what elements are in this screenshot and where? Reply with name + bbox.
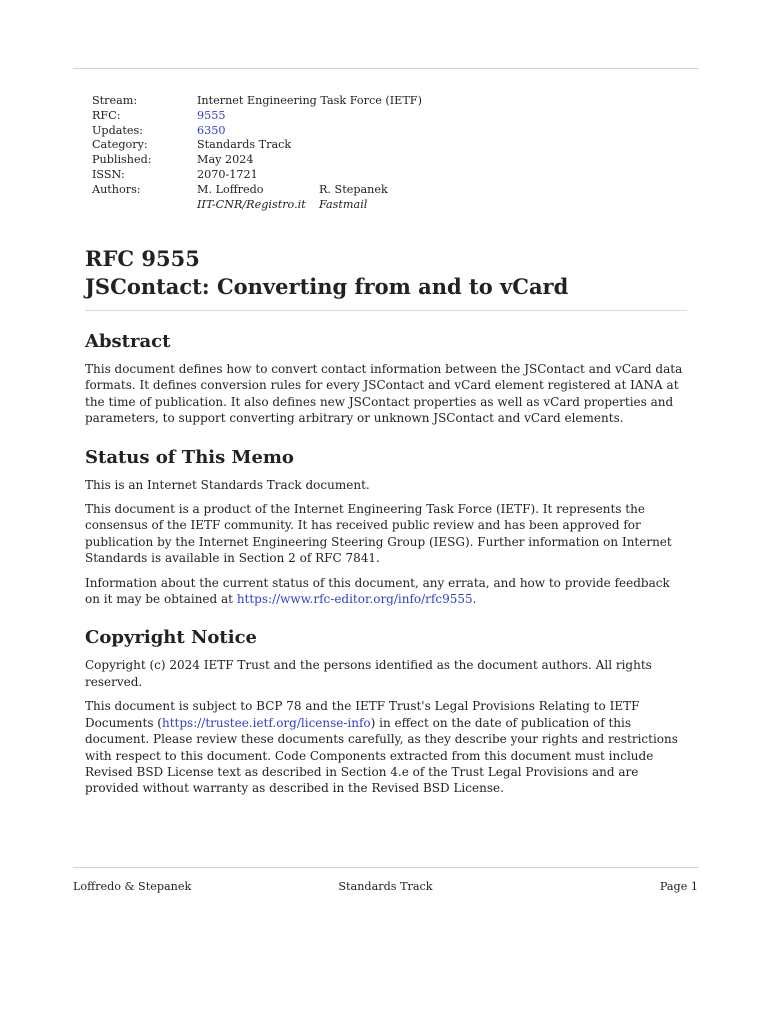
meta-row-category bbox=[92, 138, 439, 153]
document-metadata bbox=[92, 94, 439, 212]
document-title bbox=[85, 245, 687, 301]
author-org: Fastmail bbox=[319, 197, 368, 211]
meta-value: Internet Engineering Task Force (IETF) bbox=[197, 94, 422, 107]
meta-row-rfc bbox=[92, 109, 439, 124]
footer-rule bbox=[73, 867, 698, 868]
status-text: . bbox=[472, 592, 477, 607]
meta-row-issn bbox=[92, 168, 439, 183]
title-rfc-number: RFC 9555 bbox=[85, 246, 200, 271]
abstract-text: This document defines how to convert contact information between the JSContact and vCard data formats. It defines conversion rules for every JSContact and vCard element registered at IANA at the time of publication. It also defines new JSContact properties as well as vCard properties and parameters, to support converting arbitrary or unknown JSContact and vCard elements. bbox=[85, 362, 683, 426]
copyright-heading: Copyright Notice bbox=[85, 627, 257, 649]
meta-row-stream bbox=[92, 94, 439, 109]
status-paragraph bbox=[85, 575, 687, 608]
author-org: IIT-CNR/Registro.it bbox=[197, 197, 306, 211]
copyright-paragraph: Copyright (c) 2024 IETF Trust and the persons identified as the document authors. All rights reserved. bbox=[85, 658, 652, 689]
meta-key-spacer bbox=[92, 198, 197, 213]
document-body bbox=[85, 245, 687, 805]
meta-value: May 2024 bbox=[197, 153, 254, 167]
meta-key: ISSN: bbox=[92, 167, 125, 181]
meta-key: Category: bbox=[92, 138, 148, 152]
header-rule bbox=[73, 68, 698, 69]
status-paragraph: This is an Internet Standards Track document. bbox=[85, 477, 370, 492]
meta-value: 2070-1721 bbox=[197, 167, 258, 181]
meta-row-updates bbox=[92, 124, 439, 139]
updates-rfc-link[interactable]: 6350 bbox=[197, 123, 226, 137]
meta-row-orgs bbox=[92, 198, 439, 213]
copyright-text: ) in effect on the date of publication of this document. Please review these documents carefully, as they describe your rights and restrictions with respect to this document. Code Components extracted from this document must include Revised BSD License text as described in Section 4.e of the Trust Legal Provisions and are provided without warranty as described in the Revised BSD License. bbox=[85, 715, 678, 796]
footer-category: Standards Track bbox=[338, 880, 433, 893]
status-paragraph: This document is a product of the Internet Engineering Task Force (IETF). It represents the consensus of the IETF community. It has received public review and has been approved for publication by the Internet Engineering Steering Group (IESG). Further information on Internet Standards is available in Section 2 of RFC 7841. bbox=[85, 502, 672, 566]
copyright-text: This document is subject to BCP 78 and the IETF Trust's Legal Provisions Relating to IETF Documents ( bbox=[85, 699, 640, 730]
title-rule bbox=[85, 310, 687, 311]
meta-key: Published: bbox=[92, 153, 152, 167]
meta-key: Authors: bbox=[92, 182, 141, 196]
meta-row-published bbox=[92, 153, 439, 168]
meta-value: Standards Track bbox=[197, 138, 292, 152]
author-name: R. Stepanek bbox=[319, 182, 388, 196]
author-name: M. Loffredo bbox=[197, 182, 264, 196]
license-info-link[interactable]: https://trustee.ietf.org/license-info bbox=[161, 715, 371, 730]
copyright-paragraph bbox=[85, 698, 687, 796]
rfc-editor-link[interactable]: https://www.rfc-editor.org/info/rfc9555 bbox=[236, 592, 473, 607]
footer-authors: Loffredo & Stepanek bbox=[73, 880, 192, 893]
meta-key: Updates: bbox=[92, 123, 144, 137]
status-text: Information about the current status of this document, any errata, and how to provide feedback on it may be obtained at bbox=[85, 575, 670, 607]
meta-key: Stream: bbox=[92, 94, 138, 107]
rfc-number-link[interactable]: 9555 bbox=[197, 108, 226, 122]
meta-key: RFC: bbox=[92, 108, 121, 122]
abstract-heading: Abstract bbox=[85, 331, 171, 352]
status-heading: Status of This Memo bbox=[85, 446, 294, 468]
footer-page-number: Page 1 bbox=[659, 880, 698, 893]
title-name: JSContact: Converting from and to vCard bbox=[85, 274, 569, 299]
meta-row-authors bbox=[92, 183, 439, 198]
